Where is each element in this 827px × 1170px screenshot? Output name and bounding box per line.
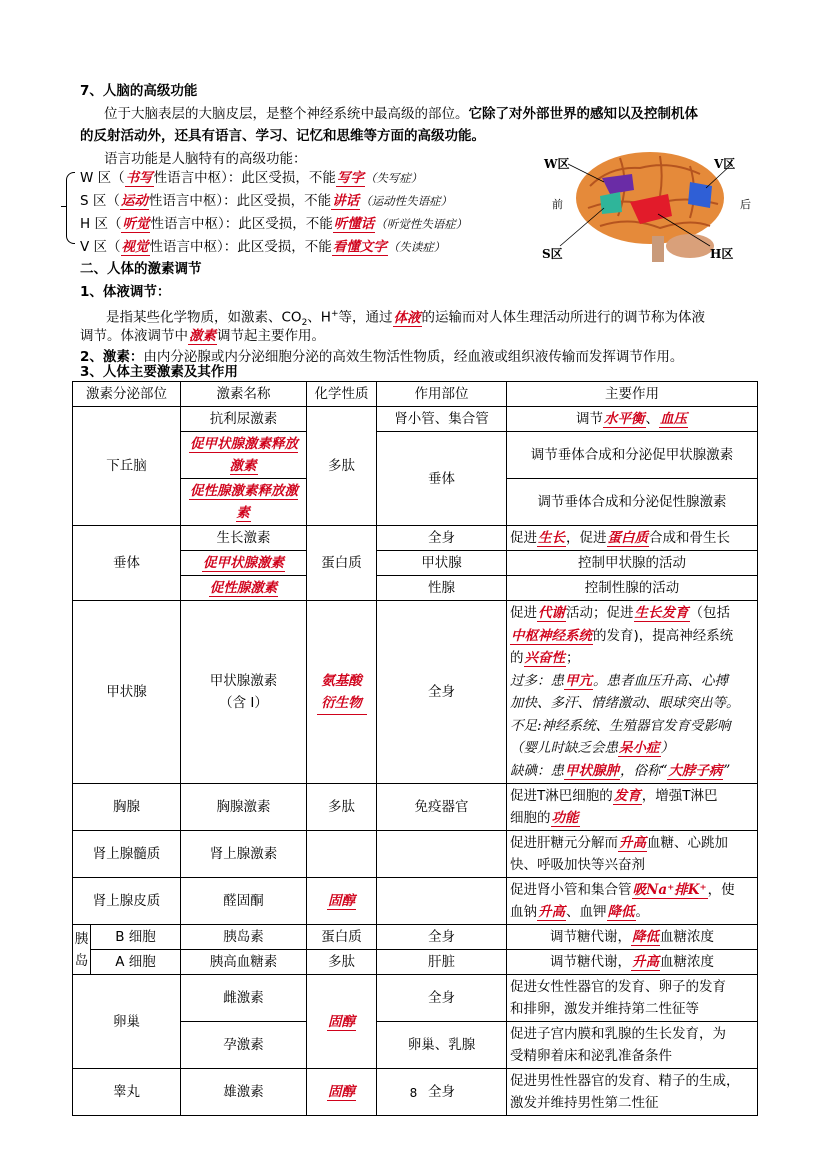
label-back: 后 [740,198,751,211]
page-number: 8 [409,1086,418,1100]
table-row: 胰 岛 B 细胞 胰岛素 蛋白质 全身 调节糖代谢，降低血糖浓度 [73,925,758,950]
table-row: 下丘脑 抗利尿激素 多肽 肾小管、集合管 调节水平衡、血压 [73,407,758,432]
label-front: 前 [552,198,563,211]
label-v: V区 [714,157,736,171]
table-header-row: 激素分泌部位 激素名称 化学性质 作用部位 主要作用 [73,382,758,407]
language-area-w: W 区（书写性语言中枢）：此区受损，不能写字（失写症） [80,170,423,186]
section-title: 二、人体的激素调节 [80,261,202,277]
table-row: 甲状腺 甲状腺激素 （含 I） 氨基酸衍生物 全身 促进代谢活动；促进生长发育（包括 中枢神经系统的发育)，提高神经系统 的兴奋性； 过多：患甲亢。患者血压升高、心搏 加快、多汗、情绪激动、眼球突出等。 不足:神经系统、生殖器官发育受影响 （婴儿时缺乏会患呆小症） 缺碘：患甲状腺肿，俗称“大脖子病” [73,601,758,784]
label-w: W区 [544,157,570,171]
paragraph-line: 是指某些化学物质，如激素、$CO_2$、H+等，通过体液的运输而对人体生理活动所进行的调节称为体液 [106,309,705,329]
table-row: 孕激素 卵巢、乳腺 促进子宫内膜和乳腺的生长发育，为 受精卵着床和泌乳准备条件 [73,1022,758,1069]
table-row: 胸腺 胸腺激素 多肽 免疫器官 促进T淋巴细胞的发育，增强T淋巴 细胞的功能 [73,784,758,831]
language-area-h: H 区（听觉性语言中枢）：此区受损，不能听懂话（听觉性失语症） [80,216,468,232]
paragraph-line: 调节。体液调节中激素调节起主要作用。 [80,328,325,344]
cerebellum [666,234,714,258]
hormone-table [72,381,758,1116]
table-row: 促甲状腺激素释放激素 垂体 调节垂体合成和分泌促甲状腺激素 [73,432,758,479]
table-row: A 细胞 胰高血糖素 多肽 肝脏 调节糖代谢，升高血糖浓度 [73,950,758,975]
table-row: 卵巢 雌激素 固醇 全身 促进女性性器官的发育、卵子的发育 和排卵，激发并维持第二性征等 [73,975,758,1022]
table-row: 促甲状腺激素 甲状腺 控制甲状腺的活动 [73,551,758,576]
paragraph-line: 语言功能是人脑特有的高级功能： [104,151,307,167]
paragraph-line: 2、激素：由内分泌腺或内分泌细胞分泌的高效生物活性物质，经血液或组织液传输而发挥调节作用。 [80,349,684,365]
table-row: 促性腺激素释放激素 调节垂体合成和分泌促性腺激素 [73,479,758,526]
paragraph-line: 位于大脑表层的大脑皮层，是整个神经系统中最高级的部位。它除了对外部世界的感知以及控制机体 [104,106,698,122]
table-row: 促性腺激素 性腺 控制性腺的活动 [73,576,758,601]
subsection-title: 1、体液调节： [80,284,171,300]
language-area-s: S 区（运动性语言中枢）：此区受损，不能讲话（运动性失语症） [80,193,453,209]
section-title: 7、人脑的高级功能 [80,83,198,99]
subsection-title: 3、人体主要激素及其作用 [80,364,238,380]
label-h: H区 [710,247,734,261]
brain-diagram [540,146,760,264]
label-s: S区 [542,247,563,261]
table-row: 睾丸 雄激素 固醇 全身 促进男性性器官的发育、精子的生成， 激发并维持男性第二性征 [73,1069,758,1116]
table-row: 垂体 生长激素 蛋白质 全身 促进生长，促进蛋白质合成和骨生长 [73,526,758,551]
language-area-v: V 区（视觉性语言中枢）：此区受损，不能看懂文字（失读症） [80,239,446,255]
table-row: 肾上腺皮质 醛固酮 固醇 促进肾小管和集合管吸Na⁺排K⁺，使 血钠升高、血钾降低。 [73,878,758,925]
brace-bracket [66,172,75,244]
paragraph-line: 的反射活动外，还具有语言、学习、记忆和思维等方面的高级功能。 [80,128,485,144]
table-row: 肾上腺髓质 肾上腺激素 促进肝糖元分解而升高血糖、心跳加 快、呼吸加快等兴奋剂 [73,831,758,878]
